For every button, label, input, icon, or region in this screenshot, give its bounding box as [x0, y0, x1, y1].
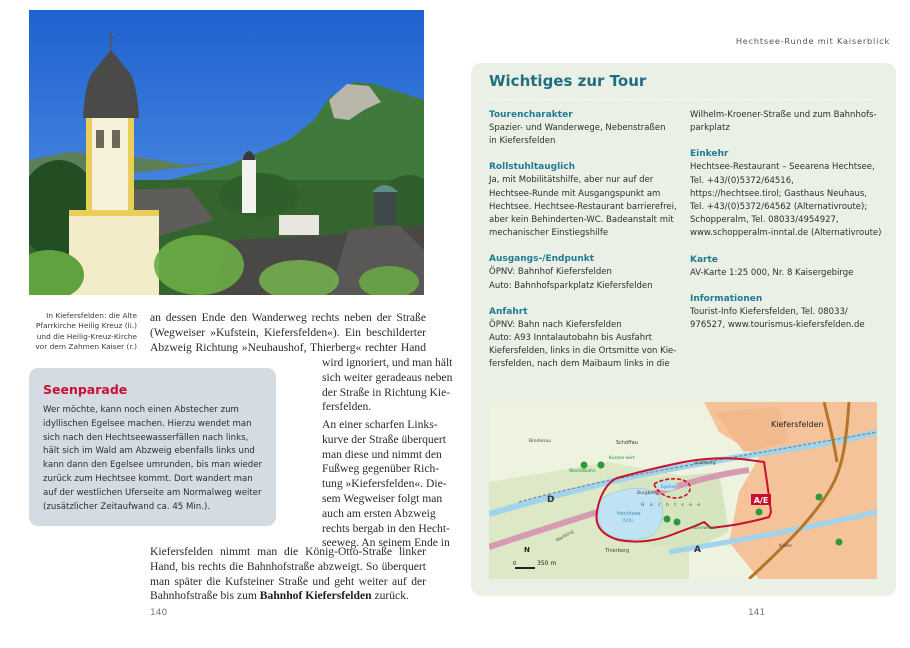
section-heading: Ausgangs-/Endpunkt [489, 254, 595, 265]
body-text-block-3 [322, 418, 450, 551]
body-text-block-4 [150, 545, 426, 604]
church-photo [29, 10, 424, 295]
map-label-thierberg: Thierberg [605, 548, 630, 554]
info-section-anfahrt-continued [690, 109, 890, 135]
scale-bar [515, 567, 535, 569]
body-line: Abzweig Richtung »Neuhaushof, Thierberg« rechter Hand [150, 340, 426, 354]
parking-icon [756, 509, 763, 516]
body-line: wird ignoriert, und man hält [322, 356, 453, 369]
church-photo-illustration [29, 10, 424, 295]
section-heading: Karte [690, 254, 718, 265]
info-section-ausgangspunkt [489, 253, 689, 292]
map-label-egelsee: Egelsee [661, 484, 677, 489]
house [279, 215, 319, 235]
body-text: Bahnhofstraße bis zum [150, 589, 260, 603]
title-divider [489, 99, 877, 100]
running-head: Hechtsee-Runde mit Kaiserblick [735, 36, 890, 46]
map-label-burgberg: Burgberg [637, 491, 658, 496]
section-text: Spazier- und Wanderwege, Nebenstraßen in Kiefersfelden [489, 123, 666, 147]
far-church-tower [242, 158, 256, 213]
body-line: Kiefersfelden nimmt man die König-Otto-Straße linker [150, 545, 426, 558]
restaurant-icon [598, 462, 605, 469]
body-text-block-1 [150, 311, 426, 355]
section-heading: Einkehr [690, 149, 729, 160]
photo-caption: In Kiefersfelden: die Alte Pfarrkirche Heilig Kreuz (li.) und die Heilig-Kreuz-Kirche vor dem Zahmen Kaiser (r.) [35, 311, 137, 351]
body-line: fersfelden. [322, 400, 372, 414]
section-heading: Rollstuhltauglich [489, 162, 575, 173]
body-last-line [150, 589, 426, 604]
body-line: Fußweg gegenüber Rich- [322, 462, 440, 476]
page-number-left: 140 [150, 608, 168, 618]
body-line: auch am ersten Abzweig [322, 506, 436, 520]
body-line: tung »Kiefersfelden«. Die- [322, 477, 447, 491]
map-label-kiefersfelden: Kiefersfelden [771, 420, 824, 429]
sidebar-box-title: Seenparade [43, 382, 128, 397]
start-end-label: A/E [753, 496, 769, 505]
map-label-lake-elevation: (544) [622, 518, 633, 523]
map-label-schoeffau: Schöffau [616, 440, 638, 446]
body-line: sem Wegweiser folgt man [322, 491, 443, 505]
info-column-right [690, 109, 890, 345]
section-heading: Informationen [690, 293, 763, 304]
page-number-right: 141 [748, 608, 766, 618]
map-label-austria: A [694, 545, 701, 555]
body-line: (Wegweiser »Kufstein, Kiefersfelden«). Ein beschilderter [150, 325, 426, 339]
map-label-wachtlbahn: Wachtlbahn [569, 469, 596, 474]
body-line: an dessen Ende den Wanderweg rechts neben der Straße [150, 311, 426, 324]
section-text: Tourist-Info Kiefersfelden, Tel. 08033/ 976527, www.tourismus-kiefersfelden.de [690, 306, 865, 331]
map-label-marbling: Marbling [555, 529, 575, 544]
info-column-left [489, 109, 689, 385]
body-line: der Straße in Richtung Kie- [322, 385, 451, 399]
restaurant-icon [674, 519, 681, 526]
foreground-leaves [154, 235, 244, 295]
body-line: An einer scharfen Links- [322, 418, 438, 431]
tower-window [112, 130, 120, 148]
tower-window [96, 130, 104, 148]
body-text: zurück. [371, 589, 409, 603]
info-section-rollstuhltauglich [489, 161, 689, 240]
parking-icon [664, 516, 671, 523]
map-label-kiefer: Kiefer [779, 544, 793, 549]
body-line: man diese und nimmt den [322, 447, 442, 461]
tree [219, 173, 299, 217]
body-line: rechts bergab in den Hecht- [322, 521, 450, 535]
map-label-germany: D [547, 495, 555, 505]
church-body [69, 210, 159, 295]
map-label-hechtsee: Hechtsee [617, 511, 641, 517]
map-label-kurzenwirt: Kurzen-wirt [609, 456, 635, 461]
map-label-breitenau: Breitenau [529, 439, 551, 444]
map-label-sonnwend: Sonnwend [692, 526, 716, 531]
destination-bold: Bahnhof Kiefersfelden [259, 589, 372, 603]
info-section-informationen [690, 293, 890, 332]
map-label-hechtsee-forest: H a c h t s e e [641, 503, 703, 508]
parking-icon [836, 539, 843, 546]
body-line: seeweg. An seinem Ende in [322, 536, 450, 550]
map-label-buchberg: Buchberg [694, 461, 716, 466]
body-line: kurve der Straße überquert [322, 432, 446, 446]
scale-label: 350 m [537, 560, 557, 567]
sidebar-box-text: Wer möchte, kann noch einen Abstecher zum idyllischen Egelsee machen. Hierzu wendet man sich nach den Hechtseewasserfällen nach links, hält sich im Wald am Abzweig ebenfalls links und kann dann den Egelsee umrunden, bis man wieder zurück zum Hechtsee kommt. Dort wandert man auf der westlichen Uferseite am Normalweg weiter (zusätzlicher Zeitaufwand ca. 45 Min.). [43, 405, 263, 512]
section-text: AV-Karte 1:25 000, Nr. 8 Kaisergebirge [690, 267, 854, 278]
church-trim [69, 210, 159, 216]
info-section-anfahrt [489, 306, 689, 372]
section-text: ÖPNV: Bahn nach Kiefersfelden Auto: A93 Inntalautobahn bis Ausfahrt Kiefersfelden, links in die Ortsmitte von Kie- fersfelden, nach dem Maibaum links in die [489, 319, 677, 370]
section-heading: Tourencharakter [489, 110, 573, 120]
scale-zero: 0 [513, 561, 517, 567]
info-section-einkehr [690, 148, 890, 240]
section-text: Ja, mit Mobilitätshilfe, aber nur auf der Hechtsee-Runde mit Ausgangspunkt am Hechtsee. Hechtsee-Restaurant barrierefrei, aber kein Behinderten-WC. Badeanstalt mit mechanischer Einstiegshilfe [489, 175, 677, 239]
body-line: Hand, bis rechts die Bahnhofstraße abzweigt. So überquert [150, 559, 426, 573]
parking-icon [816, 494, 823, 501]
parking-icon [581, 462, 588, 469]
body-line: man später die Kufsteiner Straße und geht weiter auf der [150, 574, 426, 588]
north-arrow-icon: N [524, 546, 530, 554]
info-section-karte [690, 254, 890, 280]
info-section-tourencharakter [489, 109, 689, 148]
route-map-svg [489, 402, 877, 579]
section-text: ÖPNV: Bahnhof Kiefersfelden Auto: Bahnhofsparkplatz Kiefersfelden [489, 267, 653, 291]
section-heading: Anfahrt [489, 306, 528, 317]
body-line: sich weiter geradeaus neben [322, 370, 453, 384]
section-text: Hechtsee-Restaurant – Seearena Hechtsee, Tel. +43/(0)5372/64516, https://hechtsee.tirol; Gasthaus Neuhaus, Tel. +43/(0)5372/64562 (Alternativroute); Schopperalm, Tel. 08033/4954927, www.schopperalm-inntal.de (Alternativroute) [690, 162, 882, 239]
route-map [489, 402, 877, 579]
cupola [374, 190, 396, 225]
body-text-block-2 [322, 356, 453, 415]
section-text: Wilhelm-Kroener-Straße und zum Bahnhofs- parkplatz [690, 110, 877, 134]
info-panel-title: Wichtiges zur Tour [489, 72, 647, 90]
